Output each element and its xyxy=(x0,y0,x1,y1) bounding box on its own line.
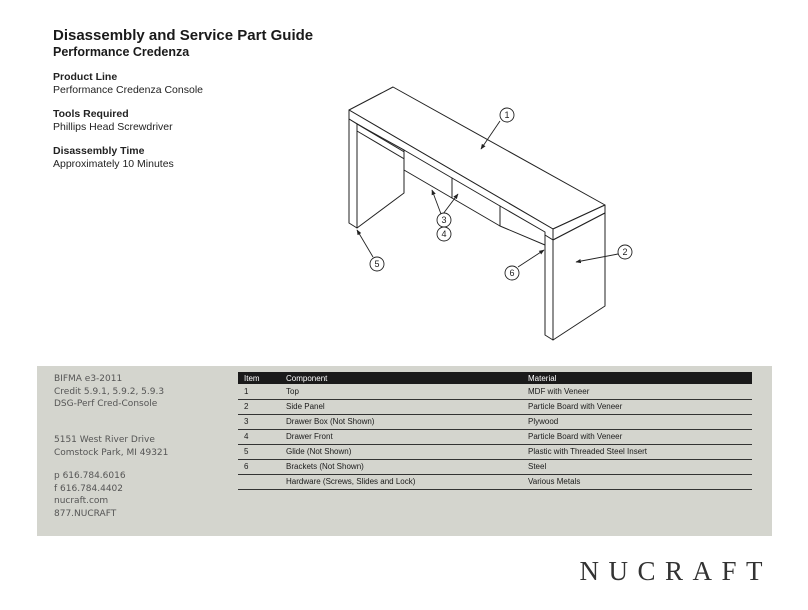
tollfree: 877.NUCRAFT xyxy=(54,508,117,519)
cell-component: Top xyxy=(280,384,522,399)
callout-3 xyxy=(437,213,451,227)
header-material: Material xyxy=(522,372,752,384)
contact-block xyxy=(54,470,126,520)
cell-material: Particle Board with Veneer xyxy=(522,429,752,444)
address-block xyxy=(54,434,168,459)
cell-material: Plywood xyxy=(522,414,752,429)
cert-line: DSG-Perf Cred-Console xyxy=(54,399,158,409)
fax: f 616.784.4402 xyxy=(54,483,124,494)
callout-label: 4 xyxy=(441,229,447,239)
page-subtitle: Performance Credenza xyxy=(53,45,190,59)
cell-material: Steel xyxy=(522,459,752,474)
time-label: Disassembly Time xyxy=(53,145,145,157)
header-component: Component xyxy=(280,372,522,384)
cell-component: Drawer Front xyxy=(280,429,522,444)
website-link[interactable]: nucraft.com xyxy=(54,496,109,506)
cell-item: 5 xyxy=(238,444,280,459)
callout-2 xyxy=(618,245,632,259)
cell-component: Drawer Box (Not Shown) xyxy=(280,414,522,429)
product-line-block xyxy=(53,71,203,97)
table-row xyxy=(238,429,752,444)
table-row xyxy=(238,444,752,459)
tools-label: Tools Required xyxy=(53,108,129,120)
callout-label: 1 xyxy=(504,110,510,120)
cert-line: Credit 5.9.1, 5.9.2, 5.9.3 xyxy=(54,386,165,397)
cell-item xyxy=(238,474,280,489)
product-line-value: Performance Credenza Console xyxy=(53,84,203,96)
cell-item: 2 xyxy=(238,399,280,414)
table-row xyxy=(238,399,752,414)
callout-label: 2 xyxy=(622,247,628,257)
credenza-diagram xyxy=(330,70,650,360)
callout-4 xyxy=(437,227,451,241)
callout-label: 5 xyxy=(374,259,380,269)
callout-6 xyxy=(505,266,519,280)
callout-1 xyxy=(500,108,514,122)
parts-table xyxy=(238,372,752,490)
page-title: Disassembly and Service Part Guide xyxy=(53,27,314,44)
table-header-row xyxy=(238,372,752,384)
cell-item: 6 xyxy=(238,459,280,474)
table-row xyxy=(238,474,752,489)
cell-material: Particle Board with Veneer xyxy=(522,399,752,414)
cell-material: Plastic with Threaded Steel Insert xyxy=(522,444,752,459)
time-value: Approximately 10 Minutes xyxy=(53,158,174,170)
nucraft-logo: NUCRAFT xyxy=(579,556,772,586)
time-block xyxy=(53,145,174,171)
left-panel-front xyxy=(349,119,357,228)
table-row xyxy=(238,384,752,399)
cell-item: 4 xyxy=(238,429,280,444)
cell-material: Various Metals xyxy=(522,474,752,489)
header-item: Item xyxy=(238,372,280,384)
cell-item: 1 xyxy=(238,384,280,399)
tools-value: Phillips Head Screwdriver xyxy=(53,121,173,133)
cert-line: BIFMA e3-2011 xyxy=(54,374,123,384)
callout-5 xyxy=(370,257,384,271)
cell-material: MDF with Veneer xyxy=(522,384,752,399)
certification-block xyxy=(54,373,164,411)
cell-component: Hardware (Screws, Slides and Lock) xyxy=(280,474,522,489)
cell-component: Brackets (Not Shown) xyxy=(280,459,522,474)
cell-component: Side Panel xyxy=(280,399,522,414)
address-line: Comstock Park, MI 49321 xyxy=(54,447,169,458)
table-row xyxy=(238,414,752,429)
tools-block xyxy=(53,108,173,134)
callout-label: 3 xyxy=(441,215,447,225)
cell-item: 3 xyxy=(238,414,280,429)
callout-label: 6 xyxy=(509,268,515,278)
right-panel-front xyxy=(545,235,553,340)
cell-component: Glide (Not Shown) xyxy=(280,444,522,459)
table-row xyxy=(238,459,752,474)
product-line-label: Product Line xyxy=(53,71,118,83)
phone: p 616.784.6016 xyxy=(54,471,126,481)
address-line: 5151 West River Drive xyxy=(54,435,155,445)
